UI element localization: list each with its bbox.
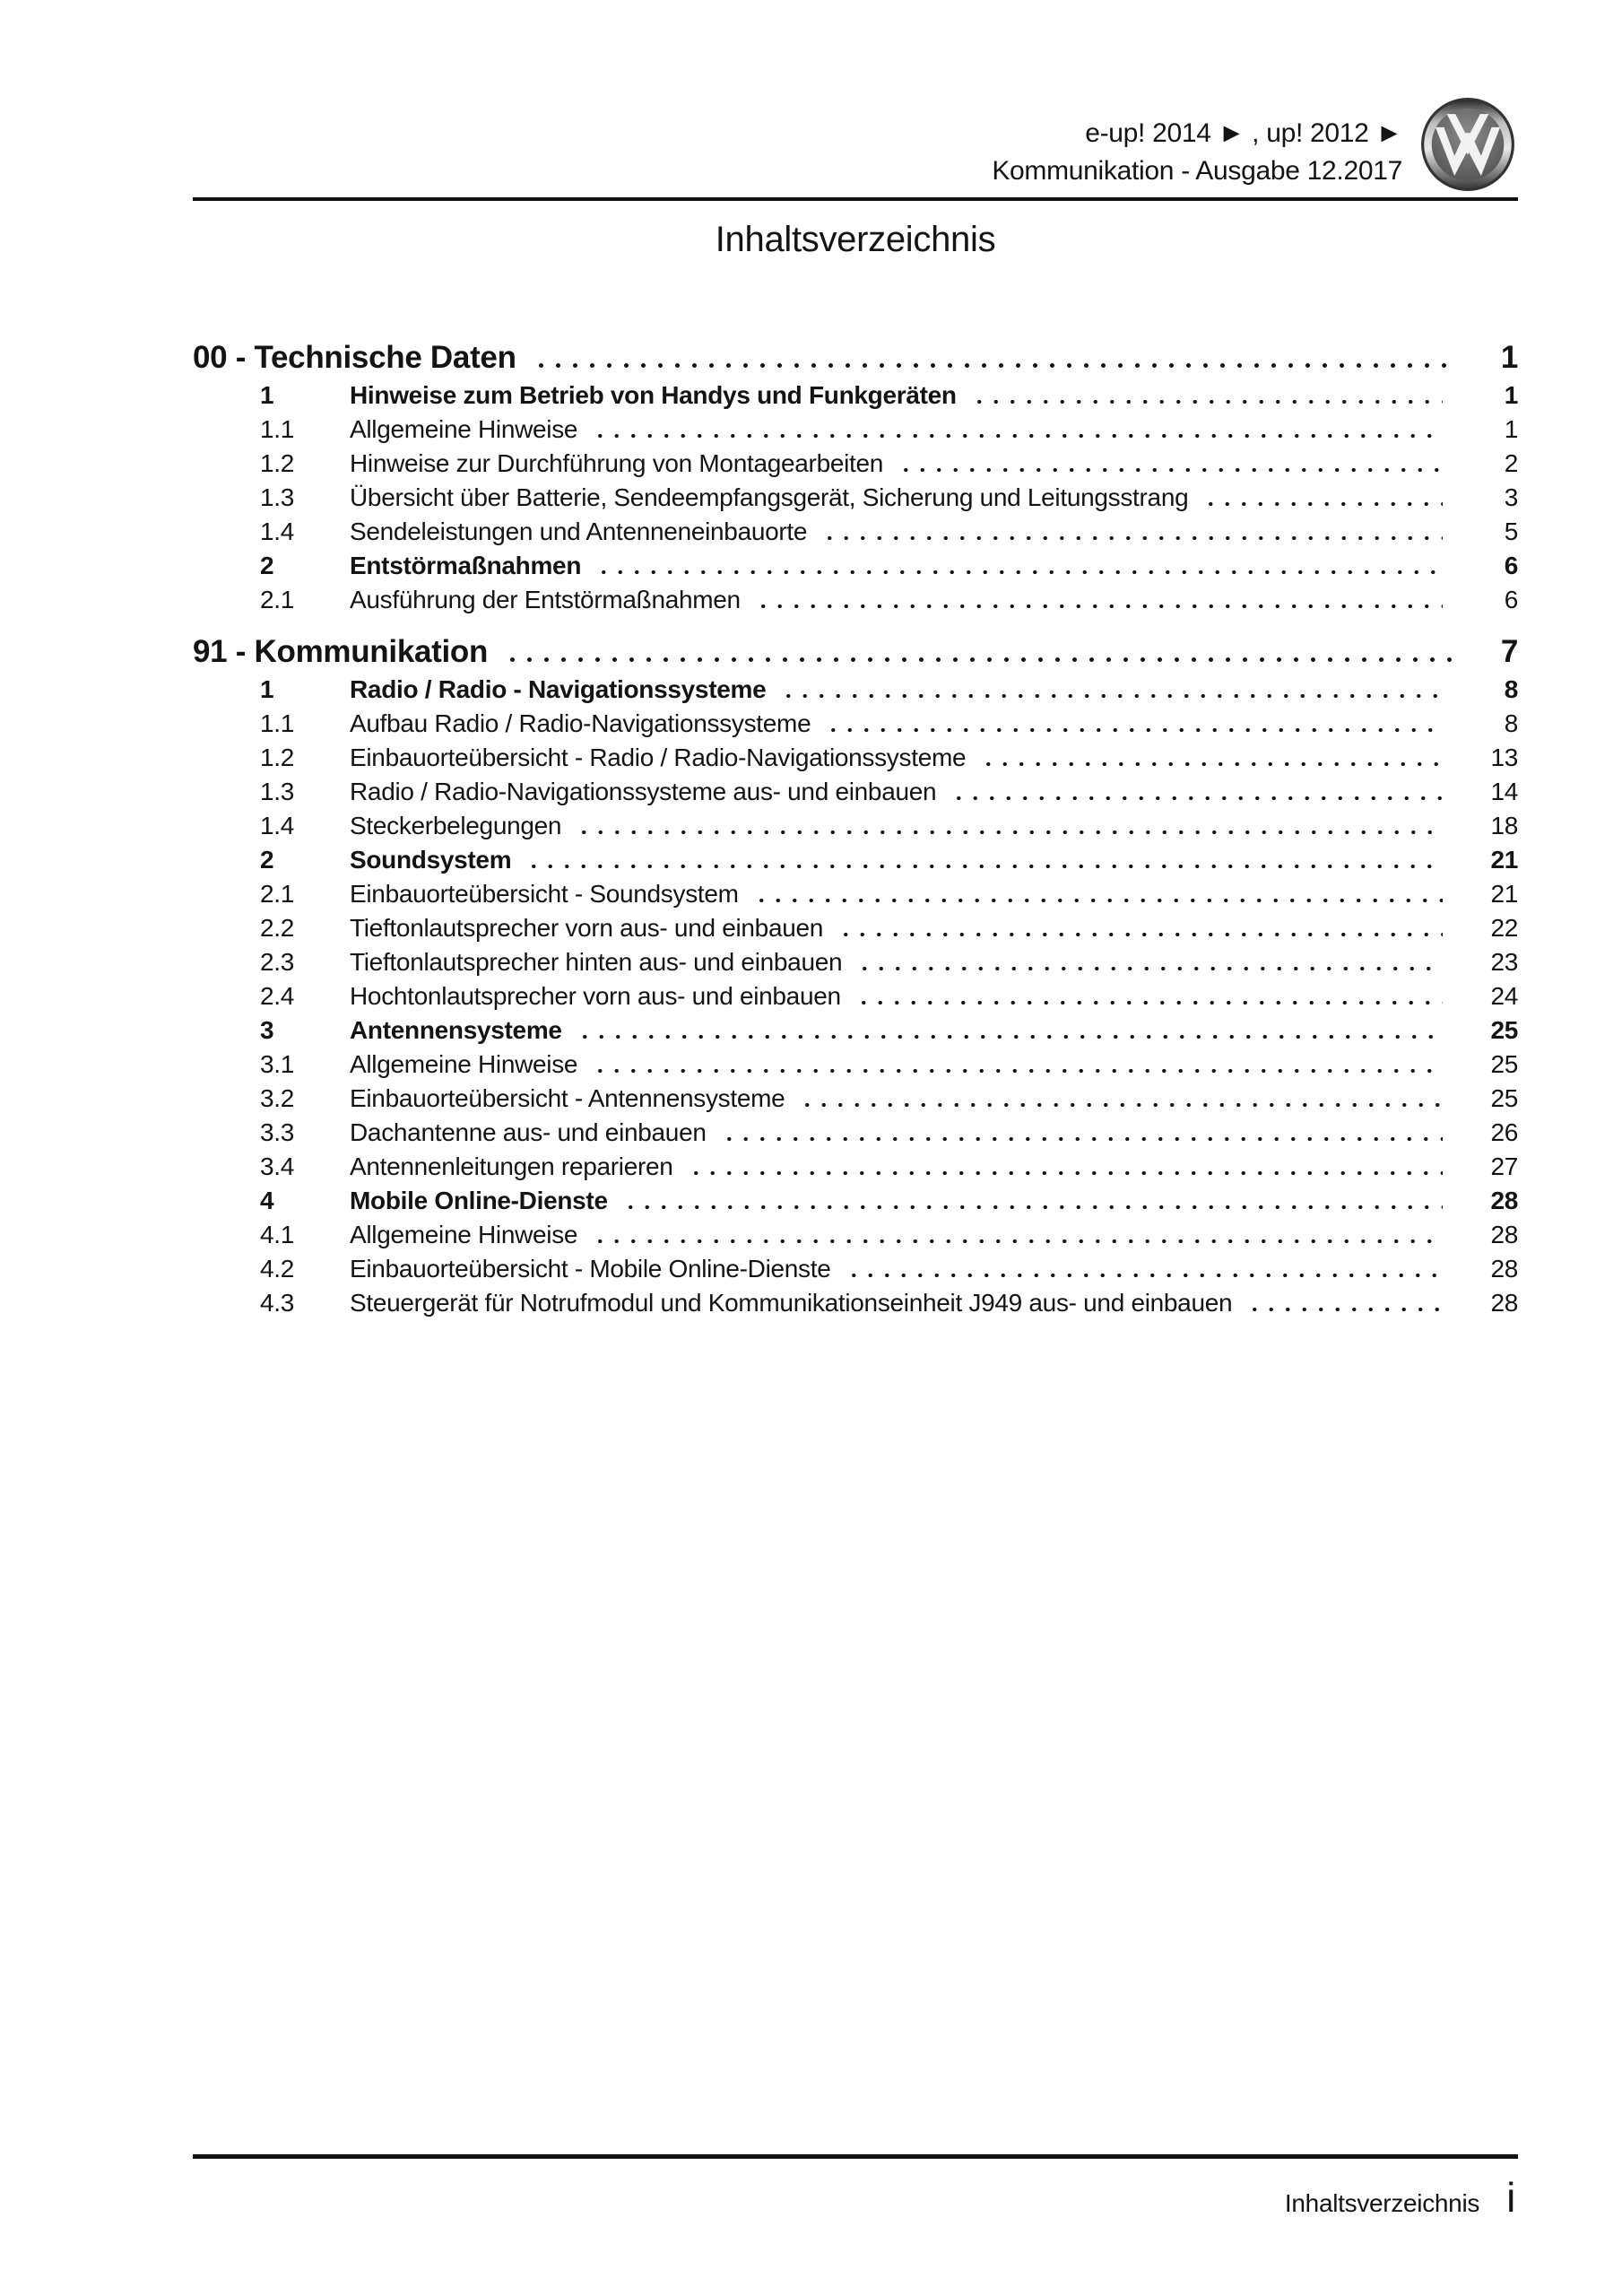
entry-number: 3.1 (260, 1050, 295, 1078)
toc-entry (193, 382, 1518, 409)
entry-number: 2 (260, 846, 274, 874)
page-footer (1285, 2174, 1515, 2221)
entry-number: 3.2 (260, 1084, 295, 1112)
dot-leader (846, 1274, 1444, 1277)
dot-leader (780, 694, 1443, 698)
entry-number: 2.1 (260, 880, 295, 908)
dot-leader (525, 865, 1443, 868)
dot-leader (825, 728, 1443, 732)
entry-title: Dachantenne aus- und einbauen (350, 1118, 707, 1146)
toc-entry (193, 450, 1518, 477)
toc-entry (193, 1222, 1518, 1248)
entry-title: Einbauorteübersicht - Soundsystem (350, 880, 739, 908)
header-edition-line: Kommunikation - Ausgabe 12.2017 (992, 156, 1402, 186)
toc-entry (193, 915, 1518, 942)
entry-page-number: 5 (1504, 517, 1518, 545)
toc-entry (193, 1256, 1518, 1283)
entry-page-number: 25 (1490, 1050, 1518, 1078)
dot-leader (898, 468, 1443, 472)
entry-page-number: 3 (1504, 483, 1518, 511)
toc-section (193, 635, 1518, 1317)
entry-number: 1.3 (260, 483, 295, 511)
toc-entry (193, 949, 1518, 976)
dot-leader (821, 536, 1443, 540)
entry-page-number: 1 (1504, 415, 1518, 443)
dot-leader (533, 363, 1459, 368)
entry-page-number: 28 (1490, 1221, 1518, 1248)
dot-leader (855, 1001, 1443, 1004)
entry-title: Steuergerät für Notrufmodul und Kommunikationseinheit J949 aus- und einbauen (350, 1289, 1233, 1317)
entry-title: Antennensysteme (350, 1016, 562, 1044)
entry-title: Tieftonlautsprecher vorn aus- und einbauen (350, 914, 824, 942)
dot-leader (622, 1205, 1443, 1209)
dot-leader (576, 831, 1443, 834)
toc-entry (193, 1290, 1518, 1317)
entry-title: Tieftonlautsprecher hinten aus- und einbauen (350, 948, 843, 976)
entry-page-number: 28 (1490, 1289, 1518, 1317)
entry-title: Allgemeine Hinweise (350, 1221, 578, 1248)
entry-title: Ausführung der Entstörmaßnahmen (350, 586, 741, 613)
entry-page-number: 21 (1490, 846, 1518, 874)
entry-title: Hinweise zur Durchführung von Montagearbeiten (350, 449, 884, 477)
toc-entry (193, 676, 1518, 703)
entry-number: 4 (260, 1187, 274, 1214)
entry-title: Entstörmaßnahmen (350, 552, 582, 579)
entry-number: 2 (260, 552, 274, 579)
footer-page-number: i (1506, 2174, 1515, 2221)
section-entries (193, 382, 1518, 613)
entry-number: 1 (260, 381, 274, 409)
entry-page-number: 13 (1490, 744, 1518, 771)
section-label: 00 - Technische Daten (193, 340, 516, 375)
entry-page-number: 27 (1490, 1152, 1518, 1180)
toc-entry (193, 710, 1518, 737)
dot-leader (837, 933, 1443, 936)
entry-number: 2.4 (260, 982, 295, 1010)
header-divider (193, 197, 1518, 201)
entry-number: 4.2 (260, 1255, 295, 1283)
entry-title: Soundsystem (350, 846, 512, 874)
toc-entry (193, 484, 1518, 511)
toc-entry (193, 983, 1518, 1010)
toc-entry (193, 778, 1518, 805)
entry-page-number: 18 (1490, 812, 1518, 839)
entry-number: 1 (260, 675, 274, 703)
toc-entry (193, 847, 1518, 874)
entry-title: Mobile Online-Dienste (350, 1187, 608, 1214)
dot-leader (753, 899, 1443, 902)
entry-title: Sendeleistungen und Antenneneinbauorte (350, 517, 808, 545)
entry-number: 4.3 (260, 1289, 295, 1317)
dot-leader (721, 1137, 1443, 1141)
entry-title: Übersicht über Batterie, Sendeempfangsgerät, Sicherung und Leitungsstrang (350, 483, 1189, 511)
entry-title: Einbauorteübersicht - Radio / Radio-Navigationssysteme (350, 744, 967, 771)
entry-title: Allgemeine Hinweise (350, 1050, 578, 1078)
page-header (992, 97, 1515, 192)
entry-title: Antennenleitungen reparieren (350, 1152, 673, 1180)
entry-page-number: 25 (1490, 1016, 1518, 1044)
dot-leader (1202, 502, 1443, 506)
toc-entry (193, 881, 1518, 908)
toc-section-header (193, 635, 1518, 668)
entry-page-number: 23 (1490, 948, 1518, 976)
footer-label: Inhaltsverzeichnis (1284, 2189, 1480, 2217)
entry-number: 3.3 (260, 1118, 295, 1146)
toc-entry (193, 1187, 1518, 1214)
toc-entry (193, 587, 1518, 613)
entry-title: Einbauorteübersicht - Mobile Online-Dienste (350, 1255, 831, 1283)
header-model-line: e-up! 2014 ► , up! 2012 ► (1085, 118, 1402, 148)
entry-title: Steckerbelegungen (350, 812, 562, 839)
entry-title: Radio / Radio-Navigationssysteme aus- und einbauen (350, 778, 937, 805)
dot-leader (856, 967, 1443, 970)
section-page-number: 1 (1500, 340, 1518, 375)
entry-page-number: 26 (1490, 1118, 1518, 1146)
entry-number: 3 (260, 1016, 274, 1044)
entry-page-number: 24 (1490, 982, 1518, 1010)
toc-entry (193, 552, 1518, 579)
entry-title: Aufbau Radio / Radio-Navigationssysteme (350, 709, 811, 737)
entry-page-number: 2 (1504, 449, 1518, 477)
dot-leader (577, 1035, 1443, 1039)
entry-page-number: 1 (1504, 381, 1518, 409)
toc-section-header (193, 341, 1518, 374)
dot-leader (592, 1239, 1443, 1243)
dot-leader (971, 400, 1443, 404)
entry-number: 1.1 (260, 415, 295, 443)
entry-title: Radio / Radio - Navigationssysteme (350, 675, 767, 703)
footer-divider (193, 2154, 1518, 2159)
entry-number: 1.2 (260, 744, 295, 771)
dot-leader (980, 762, 1443, 766)
section-page-number: 7 (1500, 634, 1518, 669)
entry-number: 3.4 (260, 1152, 295, 1180)
dot-leader (592, 434, 1443, 438)
entry-number: 1.2 (260, 449, 295, 477)
toc-entry (193, 1051, 1518, 1078)
entry-number: 2.3 (260, 948, 295, 976)
entry-page-number: 25 (1490, 1084, 1518, 1112)
entry-title: Einbauorteübersicht - Antennensysteme (350, 1084, 785, 1112)
dot-leader (504, 657, 1459, 662)
entry-page-number: 8 (1504, 709, 1518, 737)
entry-page-number: 14 (1490, 778, 1518, 805)
toc (193, 341, 1518, 1324)
dot-leader (592, 1069, 1443, 1073)
entry-page-number: 28 (1490, 1255, 1518, 1283)
entry-page-number: 6 (1504, 586, 1518, 613)
entry-title: Hinweise zum Betrieb von Handys und Funkgeräten (350, 381, 957, 409)
vw-logo-icon (1420, 97, 1515, 192)
entry-page-number: 8 (1504, 675, 1518, 703)
toc-entry (193, 518, 1518, 545)
entry-number: 1.3 (260, 778, 295, 805)
entry-page-number: 21 (1490, 880, 1518, 908)
dot-leader (950, 796, 1443, 800)
entry-title: Hochtonlautsprecher vorn aus- und einbauen (350, 982, 841, 1010)
entry-page-number: 28 (1490, 1187, 1518, 1214)
entry-number: 1.4 (260, 812, 295, 839)
toc-entry (193, 1153, 1518, 1180)
entry-page-number: 22 (1490, 914, 1518, 942)
entry-number: 1.1 (260, 709, 295, 737)
entry-number: 4.1 (260, 1221, 295, 1248)
dot-leader (688, 1171, 1443, 1175)
toc-entry (193, 1119, 1518, 1146)
entry-page-number: 6 (1504, 552, 1518, 579)
entry-number: 1.4 (260, 517, 295, 545)
entry-number: 2.1 (260, 586, 295, 613)
dot-leader (595, 570, 1443, 574)
section-label: 91 - Kommunikation (193, 634, 489, 669)
toc-entry (193, 416, 1518, 443)
entry-title: Allgemeine Hinweise (350, 415, 578, 443)
header-text (992, 115, 1402, 192)
section-entries (193, 676, 1518, 1317)
toc-entry (193, 1085, 1518, 1112)
page-title: Inhaltsverzeichnis (715, 220, 996, 259)
toc-entry (193, 1017, 1518, 1044)
toc-entry (193, 813, 1518, 839)
dot-leader (755, 604, 1443, 608)
dot-leader (799, 1103, 1443, 1107)
dot-leader (1246, 1308, 1443, 1311)
toc-entry (193, 744, 1518, 771)
entry-number: 2.2 (260, 914, 295, 942)
toc-section (193, 341, 1518, 613)
